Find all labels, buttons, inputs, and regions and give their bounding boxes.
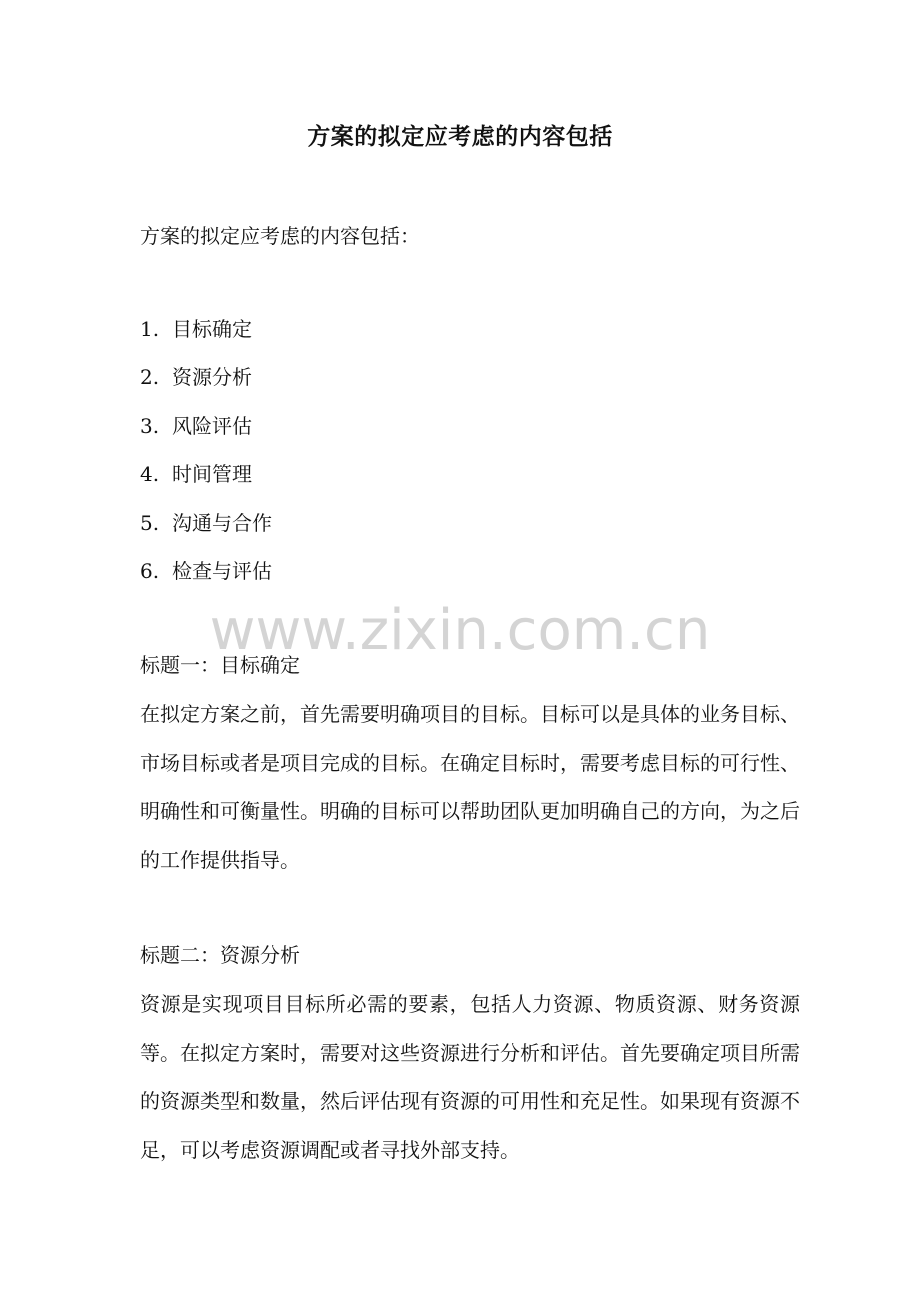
list-item — [140, 313, 272, 361]
list-item — [140, 361, 272, 409]
document-title: 方案的拟定应考虑的内容包括 — [307, 123, 613, 150]
list-item — [140, 458, 272, 506]
list-item-number: 6. — [140, 558, 160, 583]
outline-list — [140, 313, 272, 603]
list-item-number: 4. — [140, 462, 160, 487]
list-item-number: 2. — [140, 365, 160, 390]
list-item — [140, 410, 272, 458]
list-item-label: 目标确定 — [172, 317, 252, 341]
section-goal — [140, 650, 800, 884]
list-item — [140, 507, 272, 555]
list-item-label: 时间管理 — [172, 462, 252, 487]
list-item — [140, 555, 272, 603]
section-heading: 标题一：目标确定 — [140, 653, 300, 677]
section-resources — [140, 940, 800, 1174]
intro-text: 方案的拟定应考虑的内容包括： — [140, 224, 420, 248]
section-heading: 标题二：资源分析 — [140, 943, 300, 967]
list-item-label: 沟通与合作 — [172, 510, 272, 535]
list-item-label: 资源分析 — [172, 365, 252, 390]
list-item-number: 5. — [140, 510, 160, 535]
watermark: www.zixin.com.cn — [209, 598, 711, 663]
list-item-label: 风险评估 — [172, 413, 252, 438]
list-item-number: 1. — [140, 317, 160, 341]
section-paragraph: 在拟定方案之前，首先需要明确项目的目标。目标可以是具体的业务目标、市场目标或者是项目完成的目标。在确定目标时，需要考虑目标的可行性、明确性和可衡量性。明确的目标可以帮助团队更加明确自己的方向，为之后的工作提供指导。 — [140, 702, 800, 872]
section-paragraph: 资源是实现项目目标所必需的要素，包括人力资源、物质资源、财务资源等。在拟定方案时，需要对这些资源进行分析和评估。首先要确定项目所需的资源类型和数量，然后评估现有资源的可用性和充足性。如果现有资源不足，可以考虑资源调配或者寻找外部支持。 — [140, 992, 800, 1162]
list-item-label: 检查与评估 — [172, 558, 272, 583]
list-item-number: 3. — [140, 413, 160, 438]
